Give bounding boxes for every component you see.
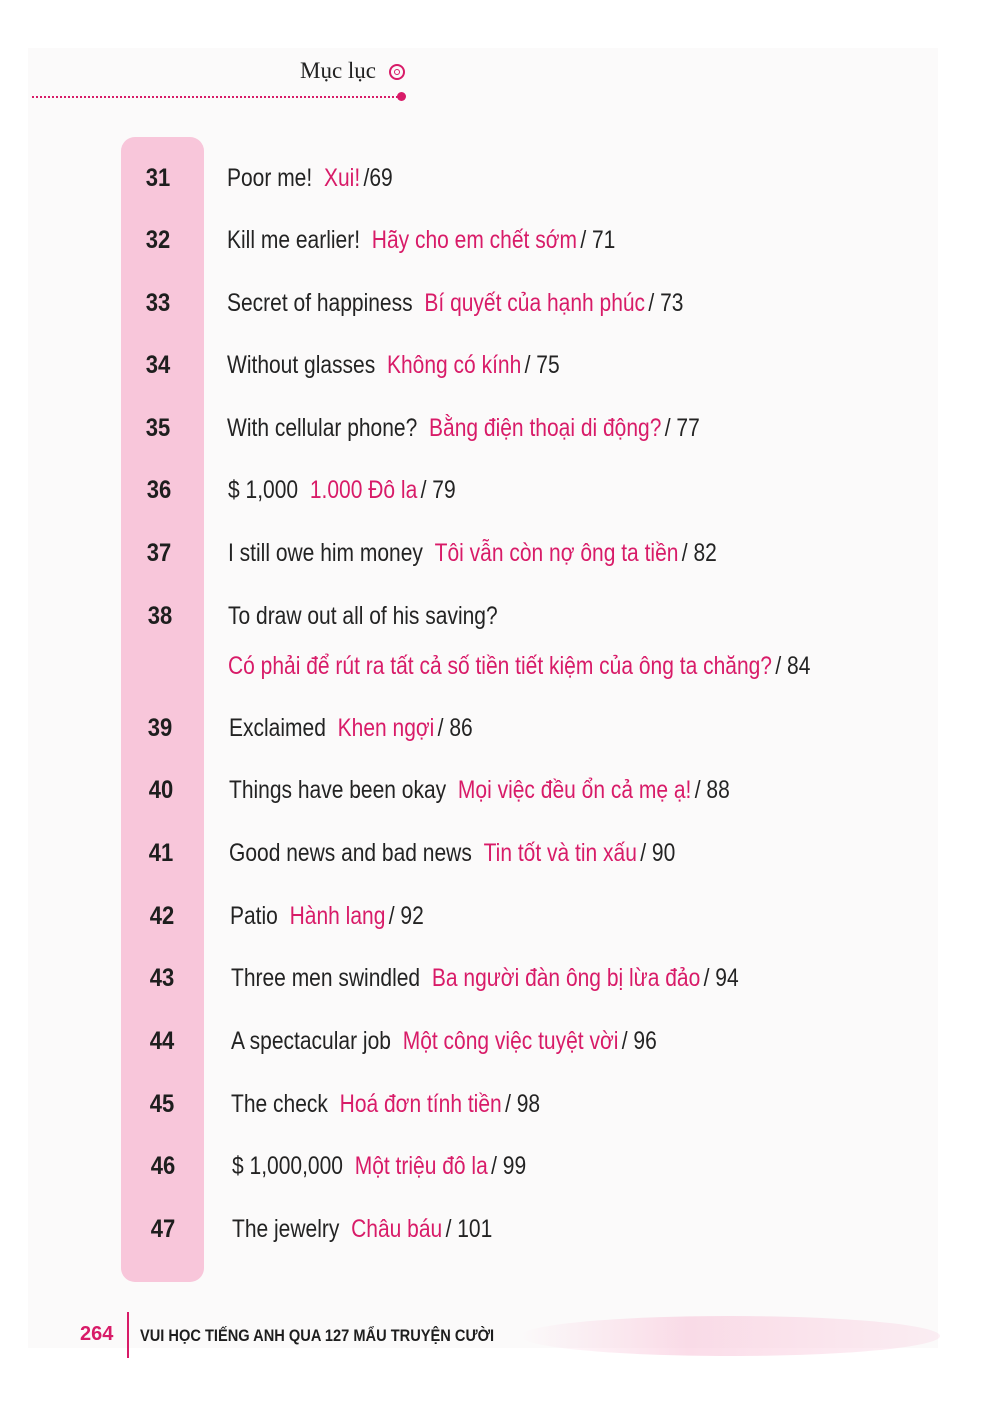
entry-number: 33 [145, 289, 171, 317]
entry-number: 41 [148, 839, 174, 867]
entry-page-number: / 101 [445, 1215, 493, 1243]
entry-line [231, 958, 739, 998]
entry-vietnamese-title: Bí quyết của hạnh phúc [424, 289, 646, 317]
entry-vietnamese-title: Khen ngợi [337, 714, 435, 742]
entry-page-number: / 96 [621, 1027, 657, 1055]
entry-english-title: Exclaimed [229, 714, 326, 742]
entry-line [228, 533, 717, 573]
entry-line [229, 770, 730, 810]
entry-line [232, 1209, 492, 1249]
entry-line [230, 896, 424, 936]
entry-vietnamese-title: Hành lang [289, 902, 386, 930]
header-dotted-rule [32, 96, 398, 98]
entry-number: 31 [145, 164, 171, 192]
entry-vietnamese-title: Có phải để rút ra tất cả số tiền tiết kiệm của ông ta chăng? [228, 652, 772, 680]
entry-page-number: / 71 [580, 226, 616, 254]
entry-vietnamese-title: Không có kính [386, 351, 522, 379]
entry-page-number: / 90 [640, 839, 676, 867]
entry-line [227, 283, 683, 323]
entry-line [231, 1084, 540, 1124]
entry-line-2 [228, 646, 810, 686]
entry-line [228, 470, 456, 510]
entry-number: 45 [149, 1090, 175, 1118]
entry-vietnamese-title: Ba người đàn ông bị lừa đảo [431, 964, 701, 992]
entry-english-title: A spectacular job [231, 1027, 391, 1055]
entry-vietnamese-title: Hoá đơn tính tiền [339, 1090, 502, 1118]
entry-number: 46 [150, 1152, 176, 1180]
entry-line [227, 345, 560, 385]
entry-vietnamese-title: Tin tốt và tin xấu [483, 839, 637, 867]
entry-page-number: / 73 [648, 289, 684, 317]
entry-english-title: $ 1,000,000 [232, 1152, 343, 1180]
entry-vietnamese-title: Một triệu đô la [354, 1152, 488, 1180]
entry-line [227, 408, 700, 448]
entry-number: 32 [145, 226, 171, 254]
entry-english-title: To draw out all of his saving? [228, 602, 498, 630]
entry-number: 44 [149, 1027, 175, 1055]
entry-page-number: / 94 [703, 964, 739, 992]
page-title: Mục lục [300, 58, 377, 83]
entry-english-title: Poor me! [227, 164, 313, 192]
entry-page-number: / 88 [694, 776, 730, 804]
entry-page-number: / 99 [491, 1152, 527, 1180]
footer-divider [127, 1312, 129, 1358]
entry-line [229, 833, 675, 873]
entry-vietnamese-title: Tôi vẫn còn nợ ông ta tiền [434, 539, 679, 567]
rule-end-dot [397, 92, 406, 101]
entry-vietnamese-title: Châu báu [351, 1215, 443, 1243]
entry-number: 34 [145, 351, 171, 379]
entry-line [228, 596, 498, 636]
entry-line [232, 1146, 526, 1186]
entry-english-title: Kill me earlier! [227, 226, 361, 254]
entry-page-number: / 98 [505, 1090, 541, 1118]
entry-english-title: With cellular phone? [227, 414, 418, 442]
entry-page-number: / 79 [420, 476, 456, 504]
footer-page-number: 264 [80, 1323, 114, 1345]
entry-page-number: / 86 [437, 714, 473, 742]
entry-number: 38 [147, 602, 173, 630]
entry-line [231, 1021, 657, 1061]
entry-english-title: Patio [230, 902, 278, 930]
entry-english-title: The jewelry [232, 1215, 340, 1243]
entry-number: 43 [149, 964, 175, 992]
entry-page-number: / 92 [388, 902, 424, 930]
entry-page-number: / 84 [775, 652, 811, 680]
entry-line [227, 220, 615, 260]
entry-number: 37 [146, 539, 172, 567]
entry-english-title: $ 1,000 [228, 476, 299, 504]
entry-english-title: Good news and bad news [229, 839, 472, 867]
entry-number: 47 [150, 1215, 176, 1243]
entry-vietnamese-title: Bằng điện thoại di động? [429, 414, 662, 442]
entry-page-number: / 75 [524, 351, 560, 379]
entry-number: 36 [146, 476, 172, 504]
entry-line [229, 708, 473, 748]
entry-vietnamese-title: Hãy cho em chết sớm [371, 226, 577, 254]
entry-english-title: Without glasses [227, 351, 376, 379]
entry-english-title: Three men swindled [231, 964, 421, 992]
entry-page-number: / 82 [681, 539, 717, 567]
entry-english-title: Things have been okay [229, 776, 447, 804]
entry-english-title: Secret of happiness [227, 289, 413, 317]
footer-book-title: VUI HỌC TIẾNG ANH QUA 127 MẨU TRUYỆN CƯỜI [140, 1326, 495, 1345]
target-circle-icon [389, 64, 405, 80]
footer-decoration [520, 1316, 940, 1356]
entry-english-title: The check [231, 1090, 328, 1118]
entry-number: 42 [149, 902, 175, 930]
entry-number: 39 [147, 714, 173, 742]
entry-page-number: / 77 [664, 414, 700, 442]
entry-line [227, 158, 393, 198]
entry-vietnamese-title: Một công việc tuyệt vời [402, 1027, 619, 1055]
entry-number: 35 [145, 414, 171, 442]
entry-page-number: /69 [363, 164, 393, 192]
entry-number: 40 [148, 776, 174, 804]
entry-vietnamese-title: Xui! [323, 164, 361, 192]
entry-english-title: I still owe him money [228, 539, 423, 567]
entry-vietnamese-title: 1.000 Đô la [309, 476, 418, 504]
entry-vietnamese-title: Mọi việc đều ổn cả mẹ ạ! [457, 776, 692, 804]
